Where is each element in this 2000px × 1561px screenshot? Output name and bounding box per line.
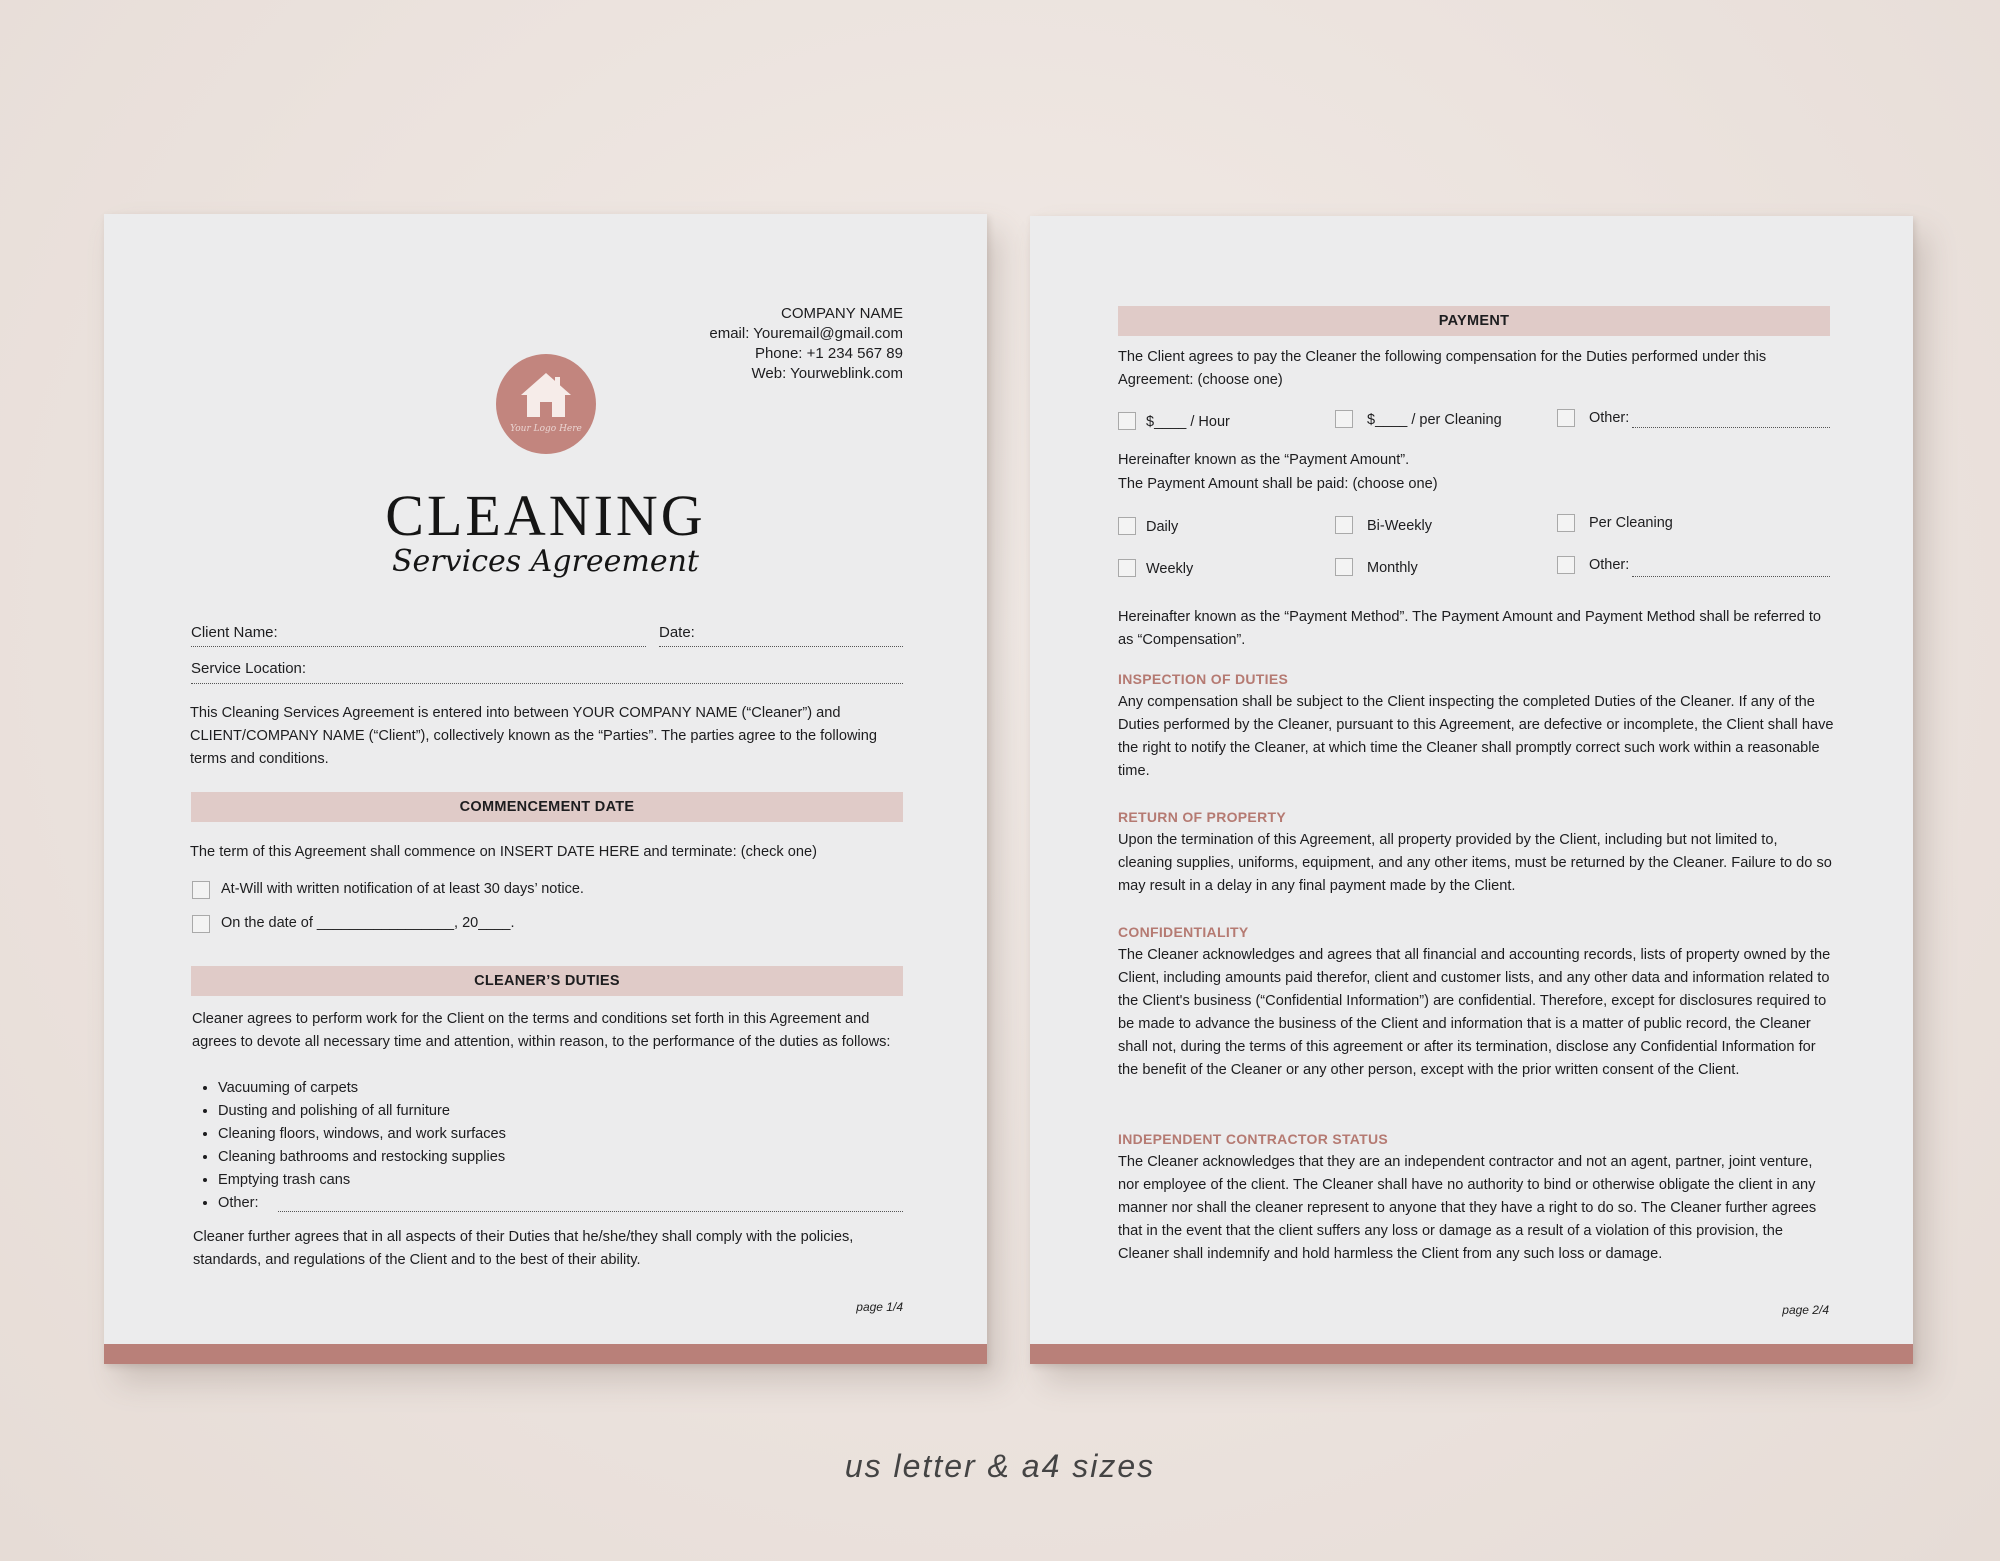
payment-text: The Client agrees to pay the Cleaner the following compensation for the Duties performed under this Agreement: (choose one) <box>1118 349 1767 388</box>
duties-heading: CLEANER’S DUTIES <box>191 966 903 996</box>
company-info <box>709 304 903 384</box>
list-item: • Dusting and polishing of all furniture <box>218 1100 818 1123</box>
client-name-label: Client Name: <box>191 624 278 641</box>
other-duty-line[interactable] <box>278 1211 903 1212</box>
intro-paragraph: This Cleaning Services Agreement is entered into between YOUR COMPANY NAME (“Cleaner”) and CLIENT/COMPANY NAME (“Client”), collectively known as the “Parties”. The parties agree to the following terms and conditions. <box>190 705 877 767</box>
client-name-line[interactable] <box>191 646 646 647</box>
commencement-heading: COMMENCEMENT DATE <box>191 792 903 822</box>
daily-label: Daily <box>1146 519 1179 535</box>
document-title: CLEANING <box>385 483 706 548</box>
monthly-label: Monthly <box>1367 560 1418 576</box>
list-item: • Other: <box>218 1192 818 1215</box>
per-hour-label: $____ / Hour <box>1146 414 1230 430</box>
return-property-heading: RETURN OF PROPERTY <box>1118 809 1286 825</box>
per-cleaning-frequency-label: Per Cleaning <box>1589 515 1673 531</box>
weekly-label: Weekly <box>1146 561 1194 577</box>
company-name: COMPANY NAME <box>781 305 903 322</box>
per-hour-checkbox[interactable] <box>1118 412 1136 430</box>
page-number: page 2/4 <box>1782 1303 1829 1317</box>
on-date-label: On the date of _________________, 20____. <box>221 915 515 931</box>
at-will-label: At-Will with written notification of at least 30 days’ notice. <box>221 881 584 897</box>
confidentiality-text: The Cleaner acknowledges and agrees that all financial and accounting records, lists of property owned by the Client, including amounts paid therefor, client and customer lists, and any other data and information related to the Client's business (“Confidential Information”) are confidential. Therefore, except for disclosures required to be made to advance the business of the Client and information that is a matter of public record, the Cleaner shall not, during the terms of this agreement or after its termination, disclose any Confidential Information for the benefit of the Cleaner or any other person, except with the prior written consent of the Client. <box>1118 947 1831 1078</box>
contractor-heading: INDEPENDENT CONTRACTOR STATUS <box>1118 1131 1389 1147</box>
date-label: Date: <box>659 624 695 641</box>
duties-text: Cleaner agrees to perform work for the Client on the terms and conditions set forth in this Agreement and agrees to devote all necessary time and attention, within reason, to the performance of the duties as follows: <box>192 1011 891 1050</box>
payment-paid-text: The Payment Amount shall be paid: (choose one) <box>1118 476 1438 492</box>
duties-list <box>192 1077 818 1215</box>
list-item: • Cleaning bathrooms and restocking supplies <box>218 1146 818 1169</box>
confidentiality-heading: CONFIDENTIALITY <box>1118 924 1249 940</box>
other-frequency-checkbox[interactable] <box>1557 556 1575 574</box>
bi-weekly-label: Bi-Weekly <box>1367 518 1432 534</box>
per-cleaning-amount-checkbox[interactable] <box>1335 410 1353 428</box>
list-item: • Vacuuming of carpets <box>218 1077 818 1100</box>
house-icon <box>519 371 573 419</box>
per-cleaning-frequency-checkbox[interactable] <box>1557 514 1575 532</box>
company-email: email: Youremail@gmail.com <box>709 325 903 342</box>
company-phone: Phone: +1 234 567 89 <box>754 345 903 362</box>
document-subtitle: Services Agreement <box>392 544 699 579</box>
payment-heading: PAYMENT <box>1118 306 1830 336</box>
service-location-line[interactable] <box>191 683 903 684</box>
payment-amount-note: Hereinafter known as the “Payment Amount”. <box>1118 452 1410 468</box>
return-property-text: Upon the termination of this Agreement, all property provided by the Client, including but not limited to, cleaning supplies, uniforms, equipment, and any other items, must be returned by the Cleaner. Failure to do so may result in a delay in any final payment made by the Client. <box>1118 832 1832 894</box>
other-amount-checkbox[interactable] <box>1557 409 1575 427</box>
footer-bar <box>1030 1344 1913 1364</box>
bi-weekly-checkbox[interactable] <box>1335 516 1353 534</box>
other-amount-label: Other: <box>1589 410 1630 426</box>
logo <box>496 354 596 454</box>
daily-checkbox[interactable] <box>1118 517 1136 535</box>
other-frequency-line[interactable] <box>1632 576 1830 577</box>
logo-text: Your Logo Here <box>510 424 582 434</box>
service-location-label: Service Location: <box>191 660 307 677</box>
other-frequency-label: Other: <box>1589 557 1630 573</box>
size-caption: us letter & a4 sizes <box>844 1448 1156 1484</box>
inspection-heading: INSPECTION OF DUTIES <box>1118 671 1289 687</box>
on-date-checkbox[interactable] <box>192 915 210 933</box>
payment-method-note: Hereinafter known as the “Payment Method”. The Payment Amount and Payment Method shall be referred to as “Compensation”. <box>1118 609 1822 648</box>
list-item: • Cleaning floors, windows, and work surfaces <box>218 1123 818 1146</box>
other-amount-line[interactable] <box>1632 427 1830 428</box>
inspection-text: Any compensation shall be subject to the Client inspecting the completed Duties of the Cleaner. If any of the Duties performed by the Cleaner, pursuant to this Agreement, are defective or incomplete, the Client shall have the right to notify the Cleaner, at which time the Cleaner shall promptly correct such work within a reasonable time. <box>1118 694 1834 779</box>
page-number: page 1/4 <box>856 1300 903 1314</box>
monthly-checkbox[interactable] <box>1335 558 1353 576</box>
at-will-checkbox[interactable] <box>192 881 210 899</box>
page-1 <box>104 214 987 1364</box>
commencement-text: The term of this Agreement shall commence on INSERT DATE HERE and terminate: (check one) <box>190 844 817 860</box>
per-cleaning-amount-label: $____ / per Cleaning <box>1367 412 1502 428</box>
weekly-checkbox[interactable] <box>1118 559 1136 577</box>
company-web: Web: Yourweblink.com <box>751 365 903 382</box>
list-item: • Emptying trash cans <box>218 1169 818 1192</box>
page-2 <box>1030 216 1913 1364</box>
date-line[interactable] <box>659 646 903 647</box>
duties-closing: Cleaner further agrees that in all aspects of their Duties that he/she/they shall comply with the policies, standards, and regulations of the Client and to the best of their ability. <box>193 1229 854 1268</box>
contractor-text: The Cleaner acknowledges that they are an independent contractor and not an agent, partner, joint venture, nor employee of the client. The Cleaner shall have no authority to bind or otherwise obligate the client in any manner nor shall the cleaner represent to anyone that they have a right to do so. The Cleaner further agrees that in the event that the client suffers any loss or damage as a result of a violation of this provision, the Cleaner shall indemnify and hold harmless the Client from any such loss or damage. <box>1118 1154 1817 1262</box>
footer-bar <box>104 1344 987 1364</box>
